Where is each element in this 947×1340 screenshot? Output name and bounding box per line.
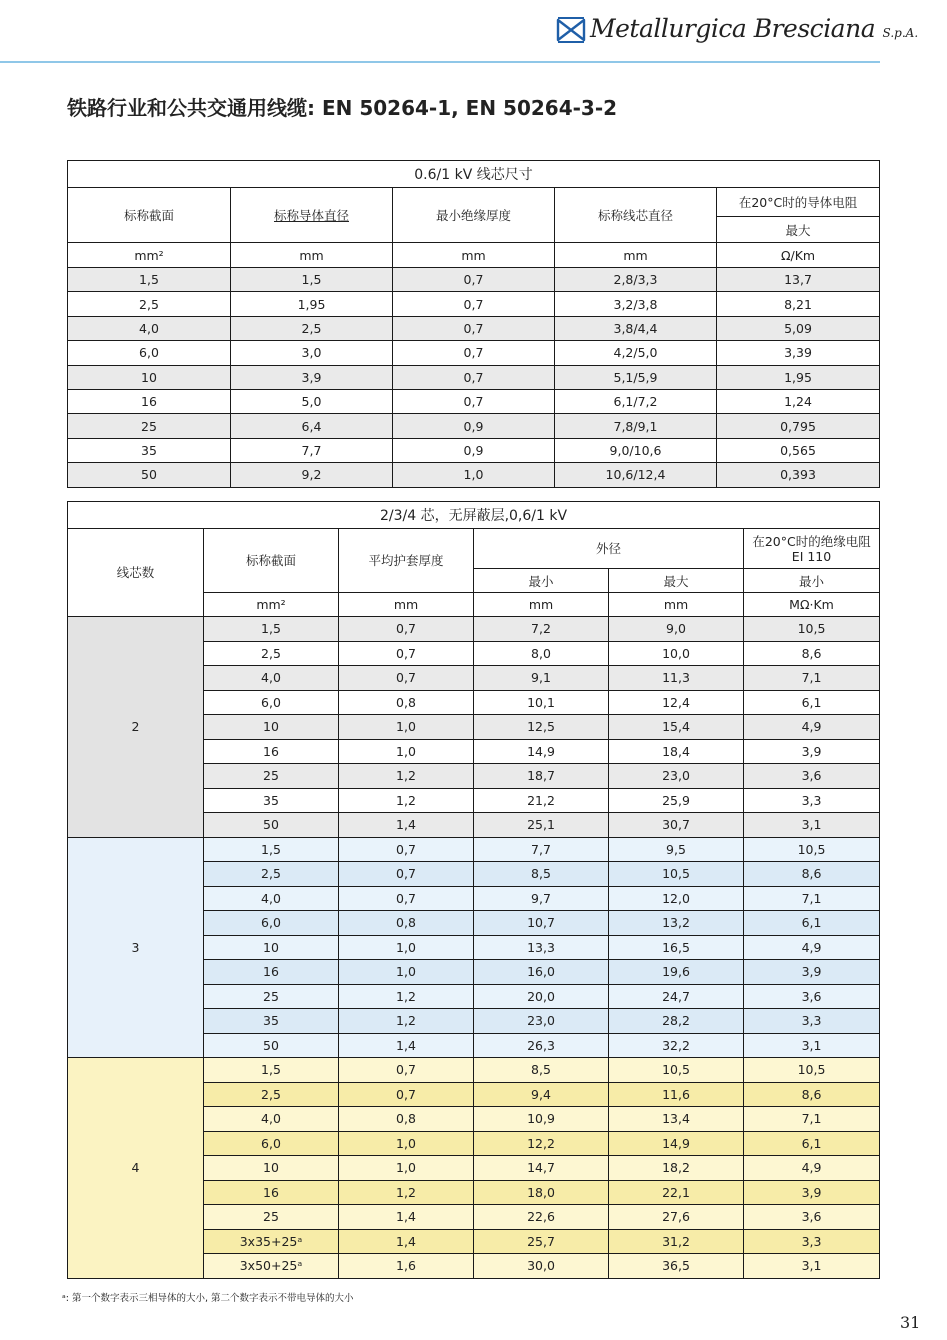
table-cell: 10,7 — [474, 911, 609, 936]
table-cell: 25,7 — [474, 1229, 609, 1254]
table-cell: 5,1/5,9 — [555, 365, 717, 389]
table-cell: 10,1 — [474, 690, 609, 715]
table1-unit: mm — [393, 243, 555, 268]
table-cell: 0,7 — [393, 316, 555, 340]
table-cell: 10 — [68, 365, 231, 389]
table-cell: 8,6 — [744, 641, 880, 666]
table-cell: 18,7 — [474, 764, 609, 789]
table-cell: 1,2 — [339, 1009, 474, 1034]
table-cell: 0,9 — [393, 414, 555, 438]
table-cell: 0,8 — [339, 911, 474, 936]
table-cell: 0,795 — [717, 414, 880, 438]
table-cell: 3,3 — [744, 1009, 880, 1034]
table-cell: 27,6 — [609, 1205, 744, 1230]
table-cell: 16 — [204, 1180, 339, 1205]
table-cell: 1,4 — [339, 1229, 474, 1254]
table-cell: 1,24 — [717, 389, 880, 413]
table-cell: 6,0 — [204, 690, 339, 715]
table-cell: 25 — [204, 764, 339, 789]
table-cell: 0,7 — [393, 292, 555, 316]
table1-unit: mm — [231, 243, 393, 268]
table-cell: 12,4 — [609, 690, 744, 715]
table-cell: 0,7 — [339, 837, 474, 862]
table-cell: 36,5 — [609, 1254, 744, 1279]
table-cell: 0,565 — [717, 438, 880, 462]
table2-subheader-ins-min: 最小 — [744, 569, 880, 593]
table-cell: 3,9 — [231, 365, 393, 389]
table-cell: 3x35+25ᵃ — [204, 1229, 339, 1254]
table-cell: 0,7 — [393, 341, 555, 365]
table-cell: 6,0 — [204, 1131, 339, 1156]
table-row — [68, 463, 880, 487]
table-cell: 0,7 — [393, 268, 555, 292]
table-cell: 5,0 — [231, 389, 393, 413]
core-count-cell: 4 — [68, 1058, 204, 1279]
table-cell: 1,0 — [339, 739, 474, 764]
table2-subheader-max: 最大 — [609, 569, 744, 593]
table-cell: 0,7 — [339, 1058, 474, 1083]
table-cell: 50 — [204, 1033, 339, 1058]
table-cell: 3,39 — [717, 341, 880, 365]
table-cell: 5,09 — [717, 316, 880, 340]
table-cell: 0,7 — [393, 389, 555, 413]
table2-header-section: 标称截面 — [204, 529, 339, 593]
table-cell: 9,7 — [474, 886, 609, 911]
table-cell: 10,5 — [744, 617, 880, 642]
table-cell: 28,2 — [609, 1009, 744, 1034]
table-cell: 18,2 — [609, 1156, 744, 1181]
table-cell: 1,0 — [339, 1156, 474, 1181]
table1-header-conductor-diameter: 标称导体直径 — [231, 188, 393, 243]
table-cell: 11,6 — [609, 1082, 744, 1107]
table-cell: 7,2 — [474, 617, 609, 642]
table-cell: 21,2 — [474, 788, 609, 813]
table1-caption: 0.6/1 kV 线芯尺寸 — [68, 161, 880, 188]
table-cell: 20,0 — [474, 984, 609, 1009]
table-cell: 23,0 — [474, 1009, 609, 1034]
table-cell: 11,3 — [609, 666, 744, 691]
table-cell: 10,5 — [744, 1058, 880, 1083]
table-cell: 7,7 — [474, 837, 609, 862]
table-cell: 18,0 — [474, 1180, 609, 1205]
brand-logo-suffix: S.p.A. — [882, 26, 919, 40]
table-cell: 2,5 — [204, 862, 339, 887]
table-row — [68, 1058, 880, 1083]
table-cell: 3,1 — [744, 813, 880, 838]
table-cell: 15,4 — [609, 715, 744, 740]
table-cell: 2,5 — [68, 292, 231, 316]
table-cell: 9,0 — [609, 617, 744, 642]
table-cell: 8,6 — [744, 1082, 880, 1107]
table-cell: 9,1 — [474, 666, 609, 691]
table-cell: 6,4 — [231, 414, 393, 438]
table-cell: 1,0 — [339, 715, 474, 740]
multicore-cable-table — [67, 501, 880, 1279]
page-number: 31 — [900, 1313, 921, 1332]
table-cell: 1,4 — [339, 813, 474, 838]
table1-header-section: 标称截面 — [68, 188, 231, 243]
table1-subheader-max: 最大 — [717, 217, 880, 243]
table1-header-insulation-thickness: 最小绝缘厚度 — [393, 188, 555, 243]
table-cell: 10,5 — [609, 862, 744, 887]
table-cell: 6,1/7,2 — [555, 389, 717, 413]
table-cell: 26,3 — [474, 1033, 609, 1058]
table-cell: 4,0 — [204, 1107, 339, 1132]
table-cell: 4,0 — [204, 886, 339, 911]
table-cell: 0,7 — [339, 1082, 474, 1107]
page-title: 铁路行业和公共交通用线缆: EN 50264-1, EN 50264-3-2 — [67, 96, 618, 120]
core-dimensions-table — [67, 160, 880, 488]
table-cell: 1,4 — [339, 1205, 474, 1230]
table-cell: 1,0 — [393, 463, 555, 487]
table-row — [68, 268, 880, 292]
table-cell: 3,6 — [744, 984, 880, 1009]
table-cell: 3x50+25ᵃ — [204, 1254, 339, 1279]
table-cell: 16 — [68, 389, 231, 413]
table-cell: 6,0 — [68, 341, 231, 365]
table-cell: 50 — [204, 813, 339, 838]
table-row — [68, 365, 880, 389]
table-cell: 31,2 — [609, 1229, 744, 1254]
table-cell: 1,5 — [68, 268, 231, 292]
table-cell: 10,5 — [609, 1058, 744, 1083]
table-cell: 1,0 — [339, 960, 474, 985]
table-cell: 7,1 — [744, 886, 880, 911]
table-cell: 10,0 — [609, 641, 744, 666]
table-cell: 1,5 — [204, 1058, 339, 1083]
table1-header-resistance: 在20°C时的导体电阻 — [717, 188, 880, 217]
table-cell: 3,0 — [231, 341, 393, 365]
table-cell: 35 — [204, 788, 339, 813]
table-cell: 9,5 — [609, 837, 744, 862]
table-cell: 10,9 — [474, 1107, 609, 1132]
table-cell: 16 — [204, 739, 339, 764]
table-cell: 16,5 — [609, 935, 744, 960]
table-cell: 9,0/10,6 — [555, 438, 717, 462]
table-cell: 0,7 — [339, 862, 474, 887]
table1-unit: mm — [555, 243, 717, 268]
table-cell: 6,1 — [744, 1131, 880, 1156]
table-cell: 0,7 — [339, 617, 474, 642]
table-cell: 25 — [204, 1205, 339, 1230]
table-cell: 12,5 — [474, 715, 609, 740]
table-cell: 50 — [68, 463, 231, 487]
table-cell: 4,0 — [68, 316, 231, 340]
table2-header-cores: 线芯数 — [68, 529, 204, 617]
page-header — [0, 0, 947, 62]
table-cell: 4,2/5,0 — [555, 341, 717, 365]
table-cell: 1,5 — [231, 268, 393, 292]
table-cell: 1,2 — [339, 764, 474, 789]
table-row — [68, 414, 880, 438]
table-cell: 9,2 — [231, 463, 393, 487]
table-cell: 4,9 — [744, 1156, 880, 1181]
table-cell: 14,9 — [474, 739, 609, 764]
table-row — [68, 316, 880, 340]
table-cell: 13,3 — [474, 935, 609, 960]
table-cell: 35 — [68, 438, 231, 462]
table-cell: 0,8 — [339, 1107, 474, 1132]
table-cell: 32,2 — [609, 1033, 744, 1058]
table-cell: 0,7 — [393, 365, 555, 389]
table-cell: 0,9 — [393, 438, 555, 462]
table-row — [68, 341, 880, 365]
table-row — [68, 292, 880, 316]
table-cell: 1,0 — [339, 935, 474, 960]
table-row — [68, 389, 880, 413]
table-cell: 1,0 — [339, 1131, 474, 1156]
table-cell: 3,9 — [744, 739, 880, 764]
table-cell: 3,3 — [744, 788, 880, 813]
table-cell: 8,5 — [474, 862, 609, 887]
table-cell: 13,7 — [717, 268, 880, 292]
table-cell: 19,6 — [609, 960, 744, 985]
table-cell: 1,2 — [339, 984, 474, 1009]
table1-header-core-diameter: 标称线芯直径 — [555, 188, 717, 243]
table-cell: 6,1 — [744, 690, 880, 715]
table-cell: 3,8/4,4 — [555, 316, 717, 340]
table2-unit: mm — [609, 593, 744, 617]
table-cell: 7,7 — [231, 438, 393, 462]
table-cell: 8,0 — [474, 641, 609, 666]
table2-header-outer-diameter: 外径 — [474, 529, 744, 569]
table-cell: 3,3 — [744, 1229, 880, 1254]
table-cell: 8,6 — [744, 862, 880, 887]
table-cell: 30,0 — [474, 1254, 609, 1279]
brand-logo-icon — [556, 16, 586, 44]
table-cell: 0,7 — [339, 886, 474, 911]
table1-unit: Ω/Km — [717, 243, 880, 268]
table2-header-sheath: 平均护套厚度 — [339, 529, 474, 593]
table-cell: 13,4 — [609, 1107, 744, 1132]
footnote: ᵃ: 第一个数字表示三相导体的大小, 第二个数字表示不带电导体的大小 — [62, 1293, 354, 1304]
table-cell: 1,2 — [339, 788, 474, 813]
table2-unit: mm — [339, 593, 474, 617]
table-cell: 4,0 — [204, 666, 339, 691]
table-cell: 16,0 — [474, 960, 609, 985]
table-cell: 2,5 — [204, 641, 339, 666]
table-cell: 24,7 — [609, 984, 744, 1009]
brand-logo-text: Metallurgica Bresciana S.p.A. — [590, 14, 919, 43]
table-cell: 8,21 — [717, 292, 880, 316]
table-cell: 2,5 — [204, 1082, 339, 1107]
table-cell: 6,0 — [204, 911, 339, 936]
table-cell: 3,1 — [744, 1254, 880, 1279]
table-cell: 14,7 — [474, 1156, 609, 1181]
table-cell: 3,9 — [744, 960, 880, 985]
table-row — [68, 617, 880, 642]
table-row — [68, 438, 880, 462]
table-cell: 10,5 — [744, 837, 880, 862]
table2-unit: mm² — [204, 593, 339, 617]
table-cell: 3,9 — [744, 1180, 880, 1205]
table-cell: 10 — [204, 1156, 339, 1181]
table-cell: 6,1 — [744, 911, 880, 936]
table-row — [68, 837, 880, 862]
table-cell: 30,7 — [609, 813, 744, 838]
table-cell: 1,5 — [204, 617, 339, 642]
table-cell: 12,0 — [609, 886, 744, 911]
table-cell: 0,8 — [339, 690, 474, 715]
table-cell: 10 — [204, 935, 339, 960]
table-cell: 9,4 — [474, 1082, 609, 1107]
table-cell: 1,95 — [231, 292, 393, 316]
table-cell: 18,4 — [609, 739, 744, 764]
table-cell: 4,9 — [744, 715, 880, 740]
table-cell: 14,9 — [609, 1131, 744, 1156]
table2-caption: 2/3/4 芯，无屏蔽层,0,6/1 kV — [68, 502, 880, 529]
table-cell: 7,1 — [744, 666, 880, 691]
table-cell: 1,5 — [204, 837, 339, 862]
table-cell: 23,0 — [609, 764, 744, 789]
core-count-cell: 3 — [68, 837, 204, 1058]
table-cell: 0,7 — [339, 666, 474, 691]
table-cell: 13,2 — [609, 911, 744, 936]
table-cell: 25,9 — [609, 788, 744, 813]
table-cell: 7,8/9,1 — [555, 414, 717, 438]
table-cell: 25 — [204, 984, 339, 1009]
table-cell: 10 — [204, 715, 339, 740]
table-cell: 2,8/3,3 — [555, 268, 717, 292]
table-cell: 7,1 — [744, 1107, 880, 1132]
table-cell: 25,1 — [474, 813, 609, 838]
table-cell: 4,9 — [744, 935, 880, 960]
table2-unit: mm — [474, 593, 609, 617]
table-cell: 1,95 — [717, 365, 880, 389]
table-cell: 1,2 — [339, 1180, 474, 1205]
table-cell: 35 — [204, 1009, 339, 1034]
table2-subheader-min: 最小 — [474, 569, 609, 593]
core-count-cell: 2 — [68, 617, 204, 838]
table-cell: 3,6 — [744, 764, 880, 789]
table-cell: 2,5 — [231, 316, 393, 340]
table-cell: 22,1 — [609, 1180, 744, 1205]
table-cell: 8,5 — [474, 1058, 609, 1083]
table-cell: 3,6 — [744, 1205, 880, 1230]
table-cell: 12,2 — [474, 1131, 609, 1156]
table-cell: 25 — [68, 414, 231, 438]
table-cell: 16 — [204, 960, 339, 985]
table-cell: 22,6 — [474, 1205, 609, 1230]
table-cell: 3,2/3,8 — [555, 292, 717, 316]
header-divider — [0, 61, 880, 63]
table-cell: 1,6 — [339, 1254, 474, 1279]
table2-unit: MΩ·Km — [744, 593, 880, 617]
table-cell: 3,1 — [744, 1033, 880, 1058]
table-cell: 10,6/12,4 — [555, 463, 717, 487]
table-cell: 0,7 — [339, 641, 474, 666]
table-cell: 0,393 — [717, 463, 880, 487]
table-cell: 1,4 — [339, 1033, 474, 1058]
table1-unit: mm² — [68, 243, 231, 268]
table2-header-insulation: 在20°C时的绝缘电阻 EI 110 — [744, 529, 880, 569]
